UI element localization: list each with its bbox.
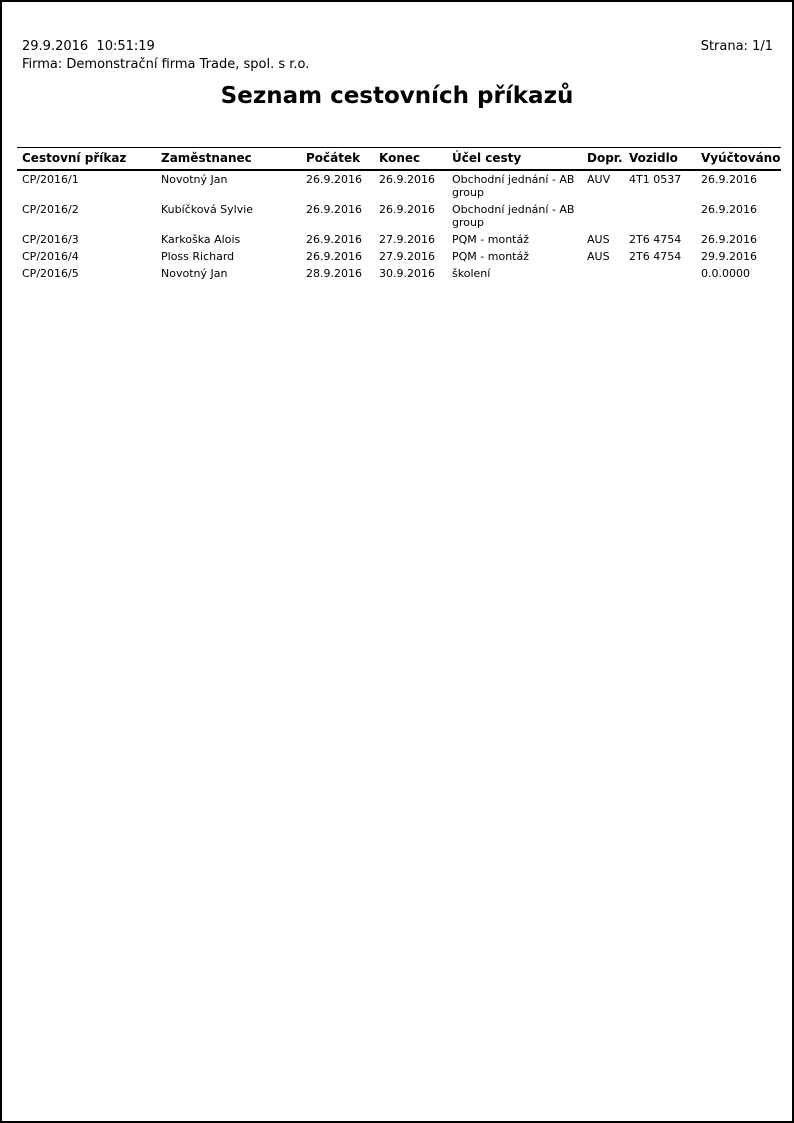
cell-purpose: PQM - montáž [452,233,529,246]
cell-start: 26.9.2016 [306,233,362,246]
cell-start: 26.9.2016 [306,173,362,186]
cell-order: CP/2016/2 [22,203,79,216]
report-header [22,38,773,74]
cell-vehicle: 2T6 4754 [629,233,682,246]
cell-end: 26.9.2016 [379,173,435,186]
cell-purpose: PQM - montáž [452,250,529,263]
column-header-vehicle: Vozidlo [624,148,696,171]
cell-end: 27.9.2016 [379,250,435,263]
cell-vehicle [624,265,696,282]
table-body [17,170,781,282]
cell-start: 26.9.2016 [306,250,362,263]
table-row [17,170,781,201]
column-header-transport: Dopr. [582,148,624,171]
column-header-settled: Vyúčtováno [696,148,781,171]
cell-transport: AUS [587,250,610,263]
cell-employee: Novotný Jan [161,267,228,280]
cell-settled: 0.0.0000 [701,267,750,280]
cell-vehicle: 4T1 0537 [629,173,682,186]
cell-settled: 29.9.2016 [701,250,757,263]
cell-end: 30.9.2016 [379,267,435,280]
cell-order: CP/2016/5 [22,267,79,280]
cell-settled: 26.9.2016 [701,233,757,246]
report-generated-datetime: 29.9.2016 10:51:19 [22,39,155,54]
column-header-start: Počátek [301,148,374,171]
table-header-row [17,148,781,171]
column-header-end: Konec [374,148,447,171]
cell-employee: Ploss Richard [161,250,235,263]
cell-order: CP/2016/1 [22,173,79,186]
column-header-purpose: Účel cesty [447,148,582,171]
column-header-travel-order: Cestovní příkaz [17,148,156,171]
column-header-employee: Zaměstnanec [156,148,301,171]
table-header [17,148,781,171]
report-title: Seznam cestovních příkazů [220,83,574,109]
cell-transport: AUS [587,233,610,246]
cell-purpose: školení [452,267,491,280]
cell-start: 26.9.2016 [306,203,362,216]
cell-end: 27.9.2016 [379,233,435,246]
cell-end: 26.9.2016 [379,203,435,216]
travel-orders-table [17,147,781,282]
cell-vehicle [624,201,696,231]
cell-transport [582,201,624,231]
cell-transport: AUV [587,173,611,186]
table-row [17,231,781,248]
cell-order: CP/2016/4 [22,250,79,263]
cell-employee: Novotný Jan [161,173,228,186]
cell-purpose: Obchodní jednání - AB group [452,203,575,229]
cell-vehicle: 2T6 4754 [629,250,682,263]
table-row [17,248,781,265]
cell-transport [582,265,624,282]
cell-order: CP/2016/3 [22,233,79,246]
cell-purpose: Obchodní jednání - AB group [452,173,575,199]
cell-employee: Kubíčková Sylvie [161,203,254,216]
report-header-left [22,38,309,74]
report-page-number: Strana: 1/1 [700,39,773,54]
cell-employee: Karkoška Alois [161,233,241,246]
cell-settled: 26.9.2016 [701,173,757,186]
cell-settled: 26.9.2016 [701,203,757,216]
table-row [17,265,781,282]
cell-start: 28.9.2016 [306,267,362,280]
report-company-line: Firma: Demonstrační firma Trade, spol. s r.o. [22,57,310,72]
table-row [17,201,781,231]
